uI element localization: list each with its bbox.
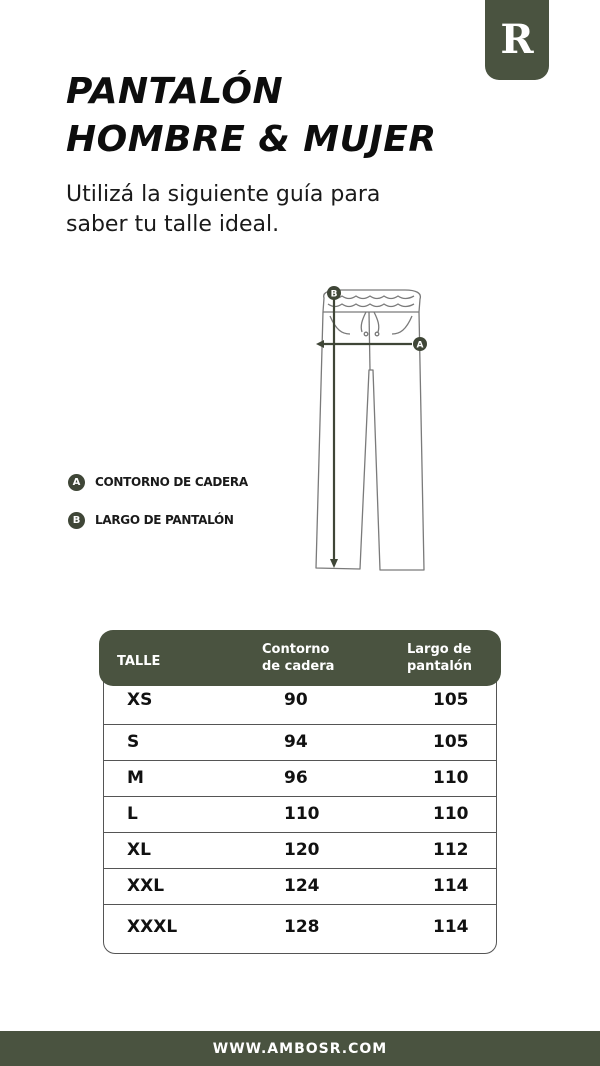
size-table: [99, 630, 501, 954]
title-line-1: PANTALÓN: [66, 71, 284, 112]
cell-largo: 114: [433, 917, 469, 937]
marker-b-label: B: [330, 289, 338, 300]
pants-diagram: [310, 282, 436, 576]
cell-largo: 110: [433, 768, 469, 788]
legend-item-length: [68, 510, 248, 530]
legend-item-hip: [68, 472, 248, 492]
website-link[interactable]: WWW.AMBOSR.COM: [212, 1040, 388, 1057]
table-row: [104, 833, 496, 869]
table-row: [104, 725, 496, 761]
legend-marker-b-icon: B: [68, 512, 85, 529]
size-table-body: [103, 672, 497, 954]
marker-a-icon: [413, 337, 427, 351]
header-largo: [407, 641, 472, 675]
marker-a-label: A: [416, 340, 424, 351]
cell-contorno: 110: [284, 804, 320, 824]
cell-talle: L: [127, 804, 138, 824]
brand-logo: [485, 0, 549, 80]
marker-b-icon: [327, 286, 341, 300]
subtitle-line-1: Utilizá la siguiente guía para: [66, 182, 381, 207]
cell-contorno: 96: [284, 768, 308, 788]
cell-contorno: 94: [284, 732, 308, 752]
header-largo-line-2: pantalón: [407, 659, 472, 674]
cell-talle: S: [127, 732, 140, 752]
cell-talle: XXXL: [127, 917, 178, 937]
table-row: [104, 686, 496, 725]
cell-largo: 105: [433, 690, 469, 710]
legend-label-hip: CONTORNO DE CADERA: [95, 475, 248, 489]
table-row: [104, 797, 496, 833]
footer-bar: [0, 1031, 600, 1066]
length-measure-arrow: [330, 299, 338, 568]
title-line-2: HOMBRE & MUJER: [66, 119, 437, 160]
page-title: [66, 68, 437, 164]
table-row: [104, 761, 496, 797]
cell-largo: 112: [433, 840, 469, 860]
measurement-legend: [68, 472, 248, 548]
header-contorno: [262, 641, 334, 675]
cell-talle: XXL: [127, 876, 165, 896]
cell-largo: 114: [433, 876, 469, 896]
legend-label-length: LARGO DE PANTALÓN: [95, 513, 234, 527]
table-row: [104, 869, 496, 905]
cell-largo: 105: [433, 732, 469, 752]
table-row: [104, 905, 496, 953]
pants-outline: [316, 290, 424, 570]
hip-measure-arrow: [316, 340, 412, 348]
legend-marker-a-icon: A: [68, 474, 85, 491]
header-contorno-line-1: Contorno: [262, 642, 330, 657]
cell-contorno: 124: [284, 876, 320, 896]
cell-contorno: 128: [284, 917, 320, 937]
header-contorno-line-2: de cadera: [262, 659, 335, 674]
cell-largo: 110: [433, 804, 469, 824]
header-largo-line-1: Largo de: [407, 642, 472, 657]
header-talle: [117, 653, 160, 670]
header-talle-text: TALLE: [117, 654, 161, 669]
size-table-header: [99, 630, 501, 686]
cell-contorno: 120: [284, 840, 320, 860]
cell-talle: XS: [127, 690, 153, 710]
cell-talle: XL: [127, 840, 151, 860]
page-subtitle: [66, 180, 380, 240]
cell-talle: M: [127, 768, 144, 788]
cell-contorno: 90: [284, 690, 308, 710]
subtitle-line-2: saber tu talle ideal.: [66, 212, 280, 237]
logo-letter: R: [500, 16, 534, 63]
